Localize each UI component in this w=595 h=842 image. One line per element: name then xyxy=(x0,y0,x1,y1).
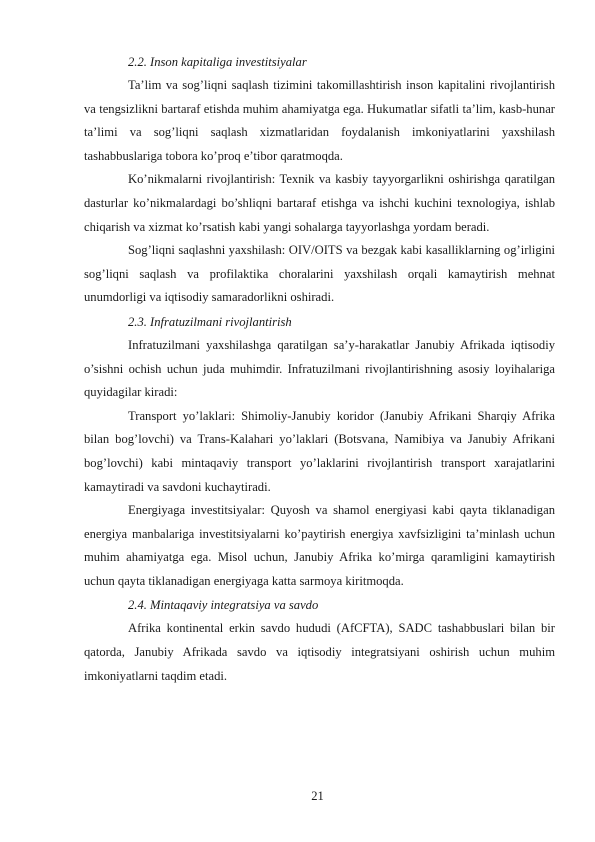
paragraph: Sog’liqni saqlashni yaxshilash: OIV/OITS va bezgak kabi kasalliklarning og’irligini sog’liqni saqlash va profilaktika choralarini yaxshilash orqali kamaytirish mehnat unumdorligi va iqtisodiy samaradorlikni oshiradi. xyxy=(84,243,555,305)
paragraph: Transport yo’laklari: Shimoliy-Janubiy koridor (Janubiy Afrikani Sharqiy Afrika bilan bog’lovchi) va Trans-Kalahari yo’laklari (Botsvana, Namibiya va Janubiy Afrikani bog’lovchi) kabi mintaqaviy transport yo’laklarini rivojlantirish transport xarajatlarini kamaytiradi va savdoni kuchaytiradi. xyxy=(84,408,555,494)
section-heading: 2.2. Inson kapitaliga investitsiyalar xyxy=(128,55,307,69)
paragraph: Ta’lim va sog’liqni saqlash tizimini takomillashtirish inson kapitalini rivojlantirish va tengsizlikni bartaraf etishda muhim ahamiyatga ega. Hukumatlar sifatli ta’lim, kasb-hunar ta’limi va sog’liqni saqlash xizmatlaridan foydalanish imkoniyatlarini yaxshilash tashabbuslariga tobora ko’proq e’tibor qaratmoqda. xyxy=(84,78,555,163)
page-number: 21 xyxy=(311,789,324,803)
paragraph: Afrika kontinental erkin savdo hududi (AfCFTA), SADC tashabbuslari bilan bir qatorda, Janubiy Afrikada savdo va iqtisodiy integratsiyani oshirish uchun muhim imkoniyatlarni taqdim etadi. xyxy=(84,621,555,683)
section-heading: 2.4. Mintaqaviy integratsiya va savdo xyxy=(128,598,319,613)
paragraph: Ko’nikmalarni rivojlantirish: Texnik va kasbiy tayyorgarlikni oshirishga qaratilgan dasturlar ko’nikmalardagi bo’shliqni bartaraf etishga va ishchi kuchini texnologiya, ishlab chiqarish va xizmat ko’rsatish kabi yangi sohalarga tayyorlashga yordam beradi. xyxy=(84,172,555,234)
section-heading: 2.3. Infratuzilmani rivojlantirish xyxy=(128,314,292,329)
paragraph: Energiyaga investitsiyalar: Quyosh va shamol energiyasi kabi qayta tiklanadigan energiya manbalariga investitsiyalarni ko’paytirish energiya xavfsizligini ta’minlash uchun muhim ahamiyatga ega. Misol uchun, Janubiy Afrika ko’mirga qaramligini kamaytirish uchun qayta tiklanadigan energiyaga katta sarmoya kiritmoqda. xyxy=(84,503,555,588)
paragraph: Infratuzilmani yaxshilashga qaratilgan sa’y-harakatlar Janubiy Afrikada iqtisodiy o’sishni ochish uchun juda muhimdir. Infratuzilmani rivojlantirishning asosiy loyihalariga quyidagilar kiradi: xyxy=(84,337,555,400)
document-page xyxy=(84,50,555,688)
